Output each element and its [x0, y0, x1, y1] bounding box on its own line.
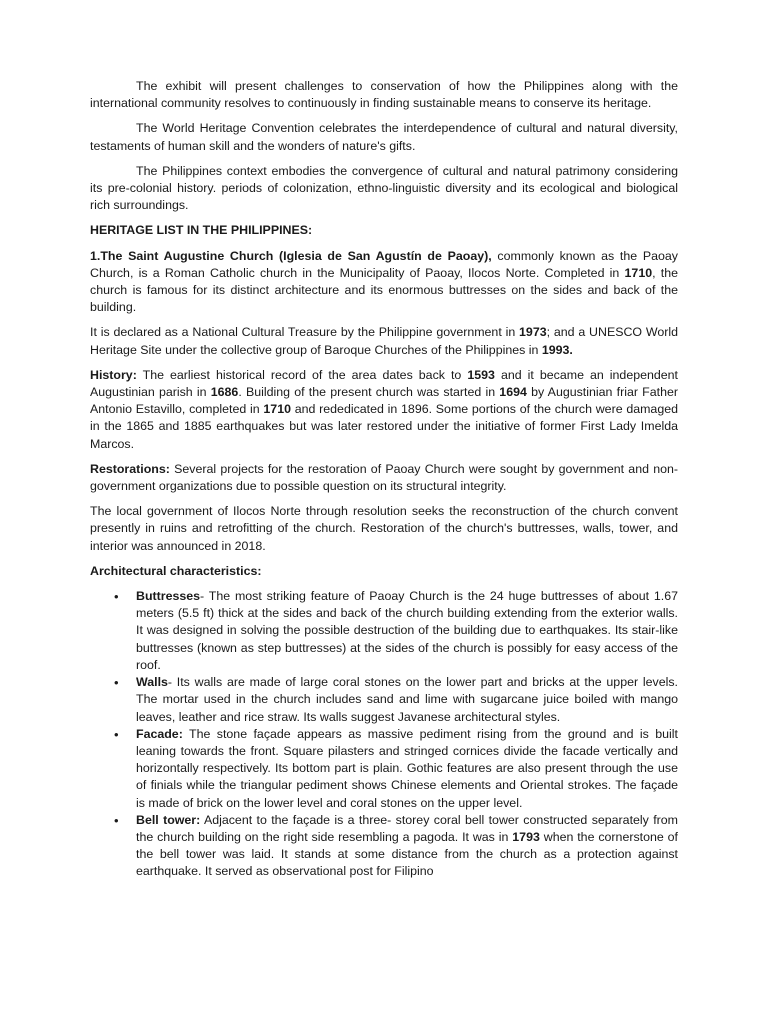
bullet-icon: •: [114, 812, 119, 828]
bullet-icon: •: [114, 589, 119, 605]
local-government-paragraph: The local government of Ilocos Norte through resolution seeks the reconstruction of the church convent presently in ruins and retrofitting of the church. Restoration of the church's buttresses, walls, tower, and interior was announced in 2018.: [90, 504, 678, 553]
architectural-heading: Architectural characteristics:: [90, 563, 262, 578]
heritage-list-heading: HERITAGE LIST IN THE PHILIPPINES:: [90, 223, 313, 238]
intro-paragraph-1: The exhibit will present challenges to conservation of how the Philippines along with the international community resolves to continuously in finding sustainable means to conserve its heritage.: [90, 79, 678, 111]
church-declaration-paragraph: It is declared as a National Cultural Treasure by the Philippine government in 1973; and a UNESCO World Heritage Site under the collective group of Baroque Churches of the Philippines in 1993.: [90, 325, 678, 357]
list-item-walls: • Walls- Its walls are made of large coral stones on the lower part and bricks at the upper levels. The mortar used in the church includes sand and lime with sugarcane juice boiled with mango leaves, leather and rice straw. Its walls suggest Javanese architectural styles.: [114, 675, 678, 724]
church-title: 1.The Saint Augustine Church (Iglesia de San Agustín de Paoay),: [90, 248, 492, 263]
bullet-icon: •: [114, 726, 119, 742]
list-item-buttresses: • Buttresses- The most striking feature of Paoay Church is the 24 huge buttresses of about 1.67 meters (5.5 ft) thick at the sides and back of the church building extending from the exterior walls. It was designed in solving the possible destruction of the building due to earthquakes. Its stair-like buttresses (known as step buttresses) at the sides of the church is possibly for easy access of the roof.: [114, 589, 678, 672]
list-item-bell-tower: • Bell tower: Adjacent to the façade is a three- storey coral bell tower constructed separately from the church building on the right side resembling a pagoda. It was in 1793 when the cornerstone of the bell tower was laid. It stands at some distance from the church as a protection against earthquake. It served as observational post for Filipino: [114, 812, 678, 879]
architectural-list: [90, 588, 678, 880]
intro-paragraph-3: The Philippines context embodies the convergence of cultural and natural patrimony considering its pre-colonial history. periods of colonization, ethno-linguistic diversity and its ecological and biological rich surroundings.: [90, 163, 678, 213]
history-paragraph: History: The earliest historical record of the area dates back to 1593 and it became an independent Augustinian parish in 1686. Building of the present church was started in 1694 by Augustinian friar Father Antonio Estavillo, completed in 1710 and rededicated in 1896. Some portions of the church were damaged in the 1865 and 1885 earthquakes but was later restored under the initiative of former First Lady Imelda Marcos.: [90, 367, 679, 451]
church-intro-paragraph: 1.The Saint Augustine Church (Iglesia de San Agustín de Paoay), commonly known as the Paoay Church, is a Roman Catholic church in the Municipality of Paoay, Ilocos Norte. Completed in 1710, the church is famous for its distinct architecture and its enormous buttresses on the sides and back of the building.: [90, 248, 679, 315]
history-label: History:: [90, 367, 137, 382]
document-page: [90, 78, 678, 881]
restorations-paragraph: Restorations: Several projects for the restoration of Paoay Church were sought by government and non-government organizations due to possible question on its structural integrity.: [90, 461, 678, 494]
restorations-label: Restorations:: [90, 461, 170, 476]
list-item-facade: • Facade: The stone façade appears as massive pediment rising from the ground and is built leaning towards the front. Square pilasters and stringed cornices divide the facade vertically and horizontally respectively. Its bottom part is plain. Gothic features are also present through the use of finials while the triangular pediment shows Chinese elements and Oriental strokes. The façade is made of brick on the lower level and coral stones on the upper level.: [114, 726, 678, 810]
intro-paragraph-2: The World Heritage Convention celebrates the interdependence of cultural and natural diversity, testaments of human skill and the wonders of nature's gifts.: [90, 121, 678, 153]
bullet-icon: •: [114, 675, 119, 691]
